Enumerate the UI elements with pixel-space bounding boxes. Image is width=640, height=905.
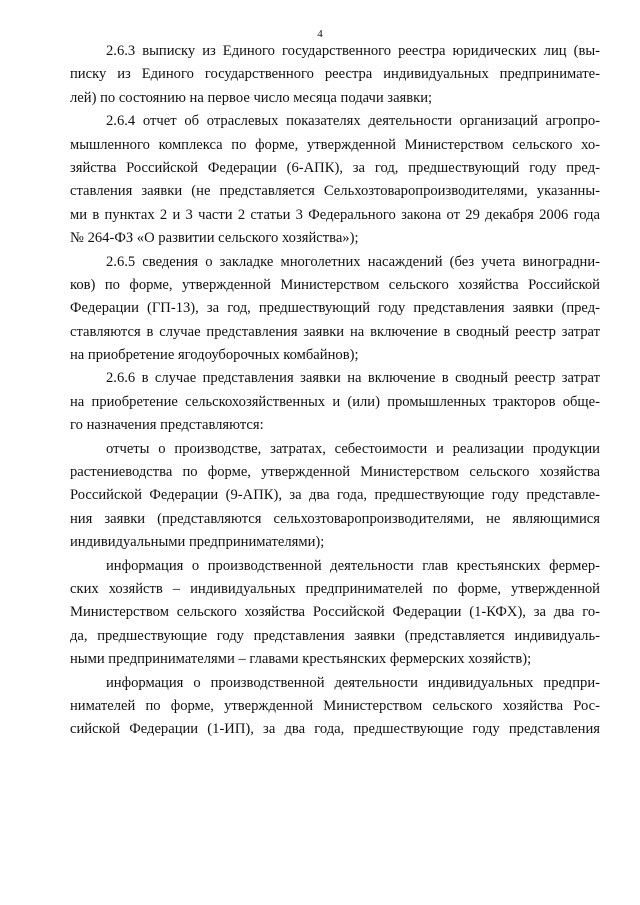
text-line: мышленного комплекса по форме, утвержденной Министерством сельского хо- bbox=[70, 136, 600, 153]
text-line: да, предшествующие году представления заявки (представляется индивидуаль- bbox=[70, 627, 600, 644]
paragraph-1-ip-info bbox=[70, 672, 600, 742]
text-line: 2.6.3 выписку из Единого государственного реестра юридических лиц (вы- bbox=[106, 43, 600, 59]
text-line: нимателей по форме, утвержденной Министерством сельского хозяйства Рос- bbox=[70, 697, 600, 714]
text-line: 2.6.5 сведения о закладке многолетних насаждений (без учета виноградни- bbox=[106, 253, 600, 270]
text-line: ми в пунктах 2 и 3 части 2 статьи 3 Федерального закона от 29 декабря 2006 года bbox=[70, 206, 600, 223]
text-line: ских хозяйств – индивидуальных предпринимателей по форме, утвержденной bbox=[70, 580, 600, 597]
text-line: го назначения представляются: bbox=[70, 417, 264, 434]
paragraph-2-6-5 bbox=[70, 251, 600, 368]
text-line: Российской Федерации (9-АПК), за два года, предшествующие году представле- bbox=[70, 487, 600, 504]
text-line: Министерством сельского хозяйства Российской Федерации (1-КФХ), за два го- bbox=[70, 604, 600, 621]
text-line: 2.6.4 отчет об отраслевых показателях деятельности организаций агропро- bbox=[106, 113, 600, 130]
text-line: индивидуальными предпринимателями); bbox=[70, 534, 325, 551]
text-line: сийской Федерации (1-ИП), за два года, предшествующие году представления bbox=[70, 721, 600, 738]
text-line: лей) по состоянию на первое число месяца подачи заявки; bbox=[70, 89, 433, 106]
text-line: на приобретение сельскохозяйственных и (или) промышленных тракторов обще- bbox=[70, 393, 600, 410]
paragraph-2-6-3 bbox=[70, 40, 600, 110]
text-line: ными предпринимателями – главами крестьянских фермерских хозяйств); bbox=[70, 651, 532, 668]
text-line: зяйства Российской Федерации (6-АПК), за год, предшествующий году пред- bbox=[70, 159, 600, 176]
text-line: № 264-ФЗ «О развитии сельского хозяйства»); bbox=[70, 230, 359, 247]
text-line: писку из Единого государственного реестра индивидуальных предпринимате- bbox=[70, 66, 600, 83]
text-line: ния заявки (представляются сельхозтоваропроизводителями, не являющимися bbox=[70, 510, 600, 527]
text-line: на приобретение ягодоуборочных комбайнов); bbox=[70, 347, 359, 364]
text-line: информация о производственной деятельности глав крестьянских фермер- bbox=[106, 557, 600, 574]
paragraph-1-kfh-info bbox=[70, 555, 600, 672]
text-line: 2.6.6 в случае представления заявки на включение в сводный реестр затрат bbox=[106, 370, 600, 387]
paragraph-9-apk-reports bbox=[70, 438, 600, 555]
paragraph-2-6-6 bbox=[70, 367, 600, 437]
text-line: ставления заявки (не представляется Сельхозтоваропроизводителями, указанны- bbox=[70, 183, 600, 200]
document-body bbox=[70, 40, 600, 742]
text-line: информация о производственной деятельности индивидуальных предпри- bbox=[106, 674, 600, 691]
text-line: Федерации (ГП-13), за год, предшествующий году представления заявки (пред- bbox=[70, 300, 600, 317]
text-line: отчеты о производстве, затратах, себестоимости и реализации продукции bbox=[106, 440, 600, 457]
text-line: растениеводства по форме, утвержденной Министерством сельского хозяйства bbox=[70, 464, 600, 481]
page-number: 4 bbox=[317, 28, 323, 40]
paragraph-2-6-4 bbox=[70, 110, 600, 250]
text-line: ков) по форме, утвержденной Министерством сельского хозяйства Российской bbox=[70, 276, 600, 293]
text-line: ставляются в случае представления заявки на включение в сводный реестр затрат bbox=[70, 323, 600, 340]
